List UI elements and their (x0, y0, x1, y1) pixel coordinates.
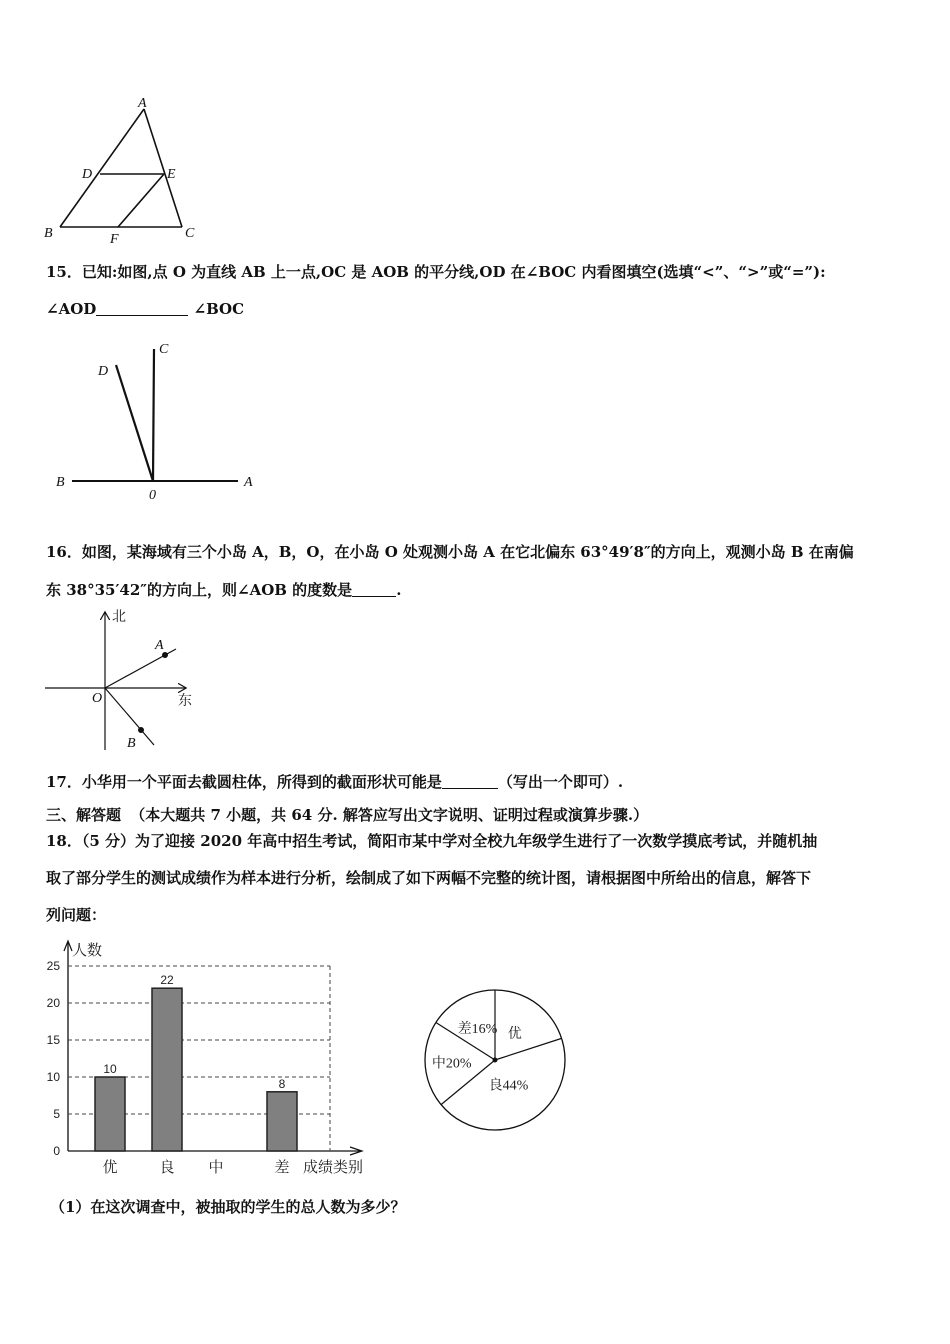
q15-line1: 15．已知:如图,点 O 为直线 AB 上一点,OC 是 AOB 的平分线,OD 在∠BOC 内看图填空(选填“<”、“>”或“=”): (46, 263, 826, 281)
x-category-label: 差 (274, 1160, 290, 1176)
ray-od (116, 365, 153, 481)
pie-slice-label: 优 (507, 1026, 522, 1042)
label-north: 北 (112, 610, 126, 625)
label-b: B (127, 736, 136, 751)
q18-line1: 18．（5 分）为了迎接 2020 年高中招生考试，简阳市某中学对全校九年级学生进行了一次数学摸底考试，并随机抽 (46, 832, 818, 850)
label-a: A (155, 638, 164, 653)
q17-answer-blank[interactable] (442, 773, 498, 789)
q15-angle-aod: ∠AOD (46, 300, 97, 318)
y-tick-label: 0 (53, 1144, 60, 1158)
ray-oc (153, 349, 154, 481)
section3-heading (46, 805, 648, 825)
bar-chart (38, 935, 383, 1180)
y-tick-label: 5 (53, 1107, 60, 1121)
x-category-label: 良 (159, 1160, 175, 1176)
x-category-label: 中 (208, 1160, 224, 1176)
label-f: F (110, 232, 119, 245)
pie-slice-label: 良44% (488, 1078, 529, 1094)
q18-line2: 取了部分学生的测试成绩作为样本进行分析，绘制成了如下两幅不完整的统计图，请根据图中所给出的信息，解答下 (46, 869, 812, 887)
q17-text: 17．小华用一个平面去截圆柱体，所得到的截面形状可能是 (46, 773, 442, 791)
label-b: B (56, 475, 65, 490)
section3-title: 三、解答题 (46, 806, 122, 824)
q16-line2 (46, 580, 401, 600)
q18-line3: 列问题： (46, 906, 107, 924)
section3-note: （本大题共 7 小题，共 64 分. 解答应写出文字说明、证明过程或演算步骤.） (130, 806, 649, 824)
angle-figure (50, 335, 270, 505)
x-category-label: 优 (102, 1160, 118, 1176)
q17-text-end: （写出一个即可）. (497, 773, 624, 791)
q18-sub1: （1）在这次调查中，被抽取的学生的总人数为多少？ (50, 1198, 406, 1216)
label-a: A (244, 475, 253, 490)
q15-angle-boc: ∠BOC (193, 300, 245, 318)
label-o: 0 (149, 488, 156, 503)
pie-chart (420, 985, 570, 1135)
segment-ac (144, 109, 182, 227)
q16-line2-end: . (396, 581, 402, 599)
label-e: E (167, 167, 176, 182)
y-tick-label: 25 (46, 959, 60, 973)
point-b (138, 727, 144, 733)
y-tick-label: 10 (46, 1070, 60, 1084)
pie-slice-label: 中20% (431, 1056, 472, 1072)
q16-line2-text: 东 38°35′42″的方向上，则∠AOB 的度数是 (46, 581, 353, 599)
bar-value-label: 22 (160, 973, 174, 988)
label-o: O (92, 691, 103, 706)
bar-chart-ylabel: 人数 (72, 942, 103, 959)
label-east: 东 (178, 694, 192, 709)
compass-figure (40, 605, 210, 755)
y-tick-label: 20 (46, 996, 60, 1010)
label-d: D (98, 364, 109, 379)
segment-ef (118, 174, 164, 227)
bar-value-label: 10 (103, 1062, 117, 1076)
bar (95, 1077, 125, 1151)
pie-slice-label: 差16% (457, 1022, 498, 1038)
bar (152, 988, 182, 1151)
label-c: C (185, 226, 195, 241)
q16-line1: 16．如图，某海域有三个小岛 A，B，O，在小岛 O 处观测小岛 A 在它北偏东 63°49′8″的方向上，观测小岛 B 在南偏 (46, 543, 854, 561)
q16-answer-blank[interactable] (352, 581, 396, 597)
y-tick-label: 15 (46, 1033, 60, 1047)
label-c: C (159, 342, 169, 357)
q15-line2 (46, 299, 244, 319)
pie-center (493, 1058, 498, 1063)
label-a: A (138, 96, 147, 111)
q15-answer-blank[interactable] (96, 300, 188, 316)
bar (267, 1092, 297, 1151)
segment-ab (60, 109, 144, 227)
bar-value-label: 8 (278, 1076, 286, 1091)
label-d: D (82, 167, 93, 182)
label-b: B (44, 226, 53, 241)
triangle-figure (40, 95, 220, 245)
bar-chart-xlabel: 成绩类别 (303, 1160, 364, 1176)
q17 (46, 772, 623, 792)
